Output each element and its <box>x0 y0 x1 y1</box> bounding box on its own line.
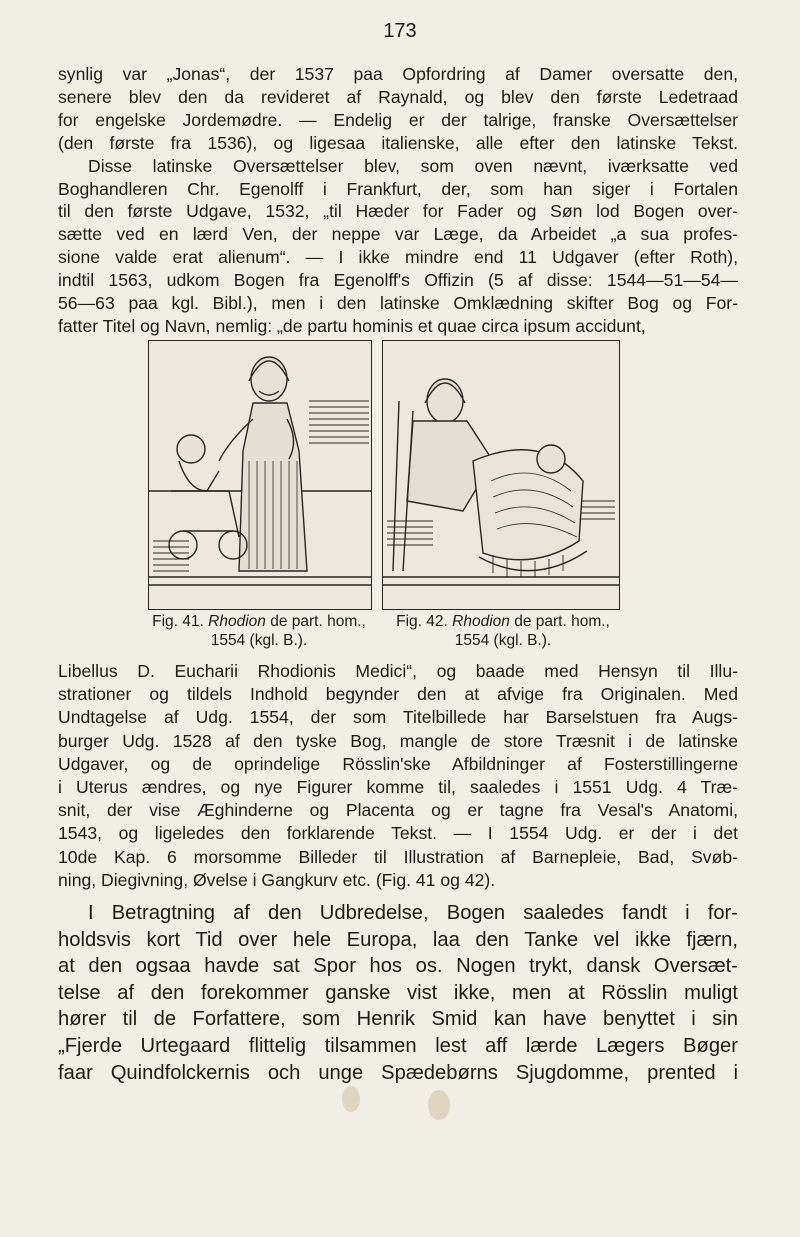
text-line: sione valde erat alienum“. — I ikke mindre end 11 Udgaver (efter Roth), <box>58 247 738 268</box>
text-line: ning, Diegivning, Øvelse i Gangkurv etc. (Fig. 41 og 42). <box>58 869 496 890</box>
caption-label: Fig. 42. <box>396 613 448 630</box>
text-line: telse af den forekommer ganske vist ikke, men at Rösslin muligt <box>58 981 738 1004</box>
caption-source: 1554 (kgl. B.). <box>210 632 308 649</box>
text-line: strationer og tildels Indhold begynder den at afvige fra Originalen. Med <box>58 684 738 705</box>
text-line: synlig var „Jonas“, der 1537 paa Opfordring af Damer oversatte den, <box>58 64 738 84</box>
caption-label: Fig. 41. <box>152 613 204 630</box>
page-number: 173 <box>383 20 417 42</box>
caption-text: de part. hom., <box>509 613 610 630</box>
text-line: (den første fra 1536), og ligesaa italienske, alle efter den latinske Tekst. <box>58 132 738 153</box>
text-line: for engelske Jordemødre. — Endelig er der talrige, franske Oversættelser <box>58 109 738 130</box>
paragraph-1 <box>58 63 738 338</box>
paragraph-2 <box>58 660 738 892</box>
text-line: I Betragtning af den Udbredelse, Bogen saaledes fandt i for- <box>88 902 738 924</box>
text-line: fatter Titel og Navn, nemlig: „de partu hominis et quae circa ipsum accidunt, <box>58 315 646 336</box>
text-line: at den ogsaa havde sat Spor hos os. Nogen trykt, dansk Oversæt- <box>58 955 738 978</box>
text-line: faar Quindfolckernis och unge Spædebørns Sjugdomme, prented i <box>58 1061 738 1084</box>
figure-41-caption <box>128 612 390 650</box>
text-line: Undtagelse af Udg. 1554, der som Titelbillede har Barselstuen fra Augs- <box>58 707 738 728</box>
text-line: Boghandleren Chr. Egenolff i Frankfurt, der, som han siger i Fortalen <box>58 178 738 199</box>
woodcut-cradle-illustration <box>383 341 619 609</box>
text-line: Udgaver, og de oprindelige Rösslin'ske Afbildninger af Fosterstillingerne <box>58 753 738 774</box>
caption-text: de part. hom., <box>265 613 366 630</box>
figure-42-woodcut <box>382 340 620 610</box>
text-line: holdsvis kort Tid over hele Europa, laa den Tanke vel ikke fjærn, <box>58 928 738 951</box>
text-line: Disse latinske Oversættelser blev, som oven nævnt, iværksatte ved <box>88 155 738 176</box>
caption-source: 1554 (kgl. B.). <box>454 632 552 649</box>
paper-stain <box>428 1090 450 1120</box>
woodcut-walker-illustration <box>149 341 371 609</box>
text-line: 56—63 paa kgl. Bibl.), men i den latinske Omklædning skifter Bog og For- <box>58 293 738 314</box>
text-line: „Fjerde Urtegaard flittelig tilsammen lest aff lærde Lægers Bøger <box>58 1034 738 1057</box>
caption-author: Rhodion <box>452 613 510 630</box>
paragraph-3 <box>58 900 738 1086</box>
figure-42-caption <box>372 612 634 650</box>
paper-stain <box>342 1086 360 1112</box>
text-line: snit, der vise Æghinderne og Placenta og er tagne fra Vesal's Anatomi, <box>58 800 738 821</box>
text-line: i Uterus ændres, og nye Figurer komme til, saaledes i 1551 Udg. 4 Træ- <box>58 777 738 798</box>
text-line: 1543, og ligeledes den forklarende Tekst. — I 1554 Udg. er der i det <box>58 823 738 844</box>
text-line: hører til de Forfattere, som Henrik Smid kan have benyttet i sin <box>58 1008 738 1031</box>
text-line: indtil 1563, udkom Bogen fra Egenolff's Offizin (5 af disse: 1544—51—54— <box>58 270 738 291</box>
figure-41-woodcut <box>148 340 372 610</box>
text-line: 10de Kap. 6 morsomme Billeder til Illustration af Barnepleie, Bad, Svøb- <box>58 846 738 867</box>
caption-author: Rhodion <box>208 613 266 630</box>
text-line: Libellus D. Eucharii Rhodionis Medici“, og baade med Hensyn til Illu- <box>58 661 738 681</box>
text-line: senere blev den da revideret af Raynald, og blev den første Ledetraad <box>58 86 738 107</box>
text-line: sætte ved en lærd Ven, der neppe var Læge, da Arbeidet „a sua profes- <box>58 224 738 245</box>
text-line: burger Udg. 1528 af den tyske Bog, mangle de store Træsnit i de latinske <box>58 730 738 751</box>
text-line: til den første Udgave, 1532, „til Hæder for Fader og Søn lod Bogen over- <box>58 201 738 222</box>
